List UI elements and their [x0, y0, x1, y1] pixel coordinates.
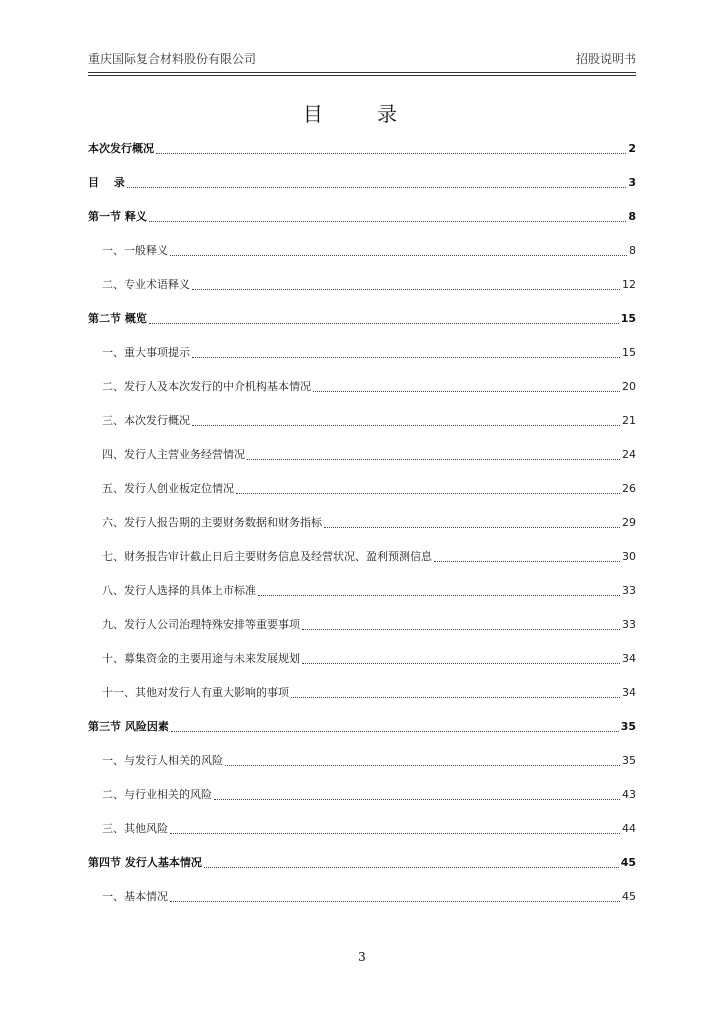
toc-entry-page: 33 [622, 584, 636, 597]
toc-entry[interactable] [88, 818, 636, 840]
toc-entry-page: 30 [622, 550, 636, 563]
toc-entry-label: 三、其他风险 [102, 822, 168, 835]
toc-entry-page: 34 [622, 686, 636, 699]
toc-leader-dots [170, 900, 620, 902]
toc-entry-label: 十一、其他对发行人有重大影响的事项 [102, 686, 289, 699]
toc-entry-label: 五、发行人创业板定位情况 [102, 482, 234, 495]
toc-entry[interactable] [88, 172, 636, 194]
toc-leader-dots [291, 696, 620, 698]
toc-entry[interactable] [88, 444, 636, 466]
toc-entry-label: 本次发行概况 [88, 142, 154, 155]
toc-entry-label: 第一节 释义 [88, 210, 147, 223]
toc-entry-label: 六、发行人报告期的主要财务数据和财务指标 [102, 516, 322, 529]
toc-entry-label: 目 录 [88, 176, 125, 189]
toc-leader-dots [313, 390, 620, 392]
toc-entry-label: 九、发行人公司治理特殊安排等重要事项 [102, 618, 300, 631]
toc-leader-dots [149, 322, 619, 324]
toc-entry[interactable] [88, 410, 636, 432]
toc-entry[interactable] [88, 274, 636, 296]
toc-entry-page: 21 [622, 414, 636, 427]
toc-entry[interactable] [88, 138, 636, 160]
toc-entry-page: 45 [620, 856, 636, 869]
toc-leader-dots [225, 764, 620, 766]
toc-entry-label: 二、发行人及本次发行的中介机构基本情况 [102, 380, 311, 393]
toc-entry-label: 第三节 风险因素 [88, 720, 169, 733]
toc-leader-dots [247, 458, 620, 460]
toc-entry-page: 3 [628, 176, 636, 189]
toc-leader-dots [434, 560, 620, 562]
toc-entry[interactable] [88, 852, 636, 874]
toc-entry-page: 34 [622, 652, 636, 665]
toc-entry-label: 第四节 发行人基本情况 [88, 856, 202, 869]
toc-entry[interactable] [88, 546, 636, 568]
toc-leader-dots [170, 832, 620, 834]
toc-leader-dots [171, 730, 619, 732]
toc-entry-label: 二、专业术语释义 [102, 278, 190, 291]
toc-leader-dots [302, 662, 620, 664]
toc-leader-dots [127, 186, 627, 188]
toc-entry-page: 15 [622, 346, 636, 359]
toc-leader-dots [170, 254, 627, 256]
toc-entry-label: 二、与行业相关的风险 [102, 788, 212, 801]
toc-entry[interactable] [88, 512, 636, 534]
page-header [88, 50, 636, 70]
header-company: 重庆国际复合材料股份有限公司 [88, 52, 257, 66]
toc-entry-page: 35 [620, 720, 636, 733]
toc-leader-dots [192, 288, 620, 290]
toc-entry-page: 8 [629, 244, 636, 257]
toc-leader-dots [192, 356, 620, 358]
toc-entry[interactable] [88, 308, 636, 330]
toc-leader-dots [192, 424, 620, 426]
toc-entry-page: 2 [628, 142, 636, 155]
toc-entry[interactable] [88, 580, 636, 602]
toc-entry[interactable] [88, 648, 636, 670]
toc-entry-page: 12 [622, 278, 636, 291]
toc-entry[interactable] [88, 682, 636, 704]
toc-entry-page: 33 [622, 618, 636, 631]
toc-entry[interactable] [88, 376, 636, 398]
toc-leader-dots [149, 220, 627, 222]
header-rule [88, 72, 636, 76]
toc-entry-label: 第二节 概览 [88, 312, 147, 325]
toc-entry-page: 26 [622, 482, 636, 495]
toc-entry[interactable] [88, 886, 636, 908]
toc-entry-page: 24 [622, 448, 636, 461]
page-title: 目 录 [302, 102, 422, 126]
toc-entry-page: 43 [622, 788, 636, 801]
toc-entry-label: 三、本次发行概况 [102, 414, 190, 427]
toc-leader-dots [204, 866, 619, 868]
toc-entry[interactable] [88, 342, 636, 364]
toc-leader-dots [324, 526, 620, 528]
toc-entry-label: 七、财务报告审计截止日后主要财务信息及经营状况、盈利预测信息 [102, 550, 432, 563]
toc-leader-dots [214, 798, 620, 800]
toc-entry-page: 20 [622, 380, 636, 393]
toc-entry[interactable] [88, 750, 636, 772]
toc-entry-page: 8 [628, 210, 636, 223]
toc-entry[interactable] [88, 478, 636, 500]
toc-leader-dots [236, 492, 620, 494]
toc-entry[interactable] [88, 614, 636, 636]
toc-entry-page: 29 [622, 516, 636, 529]
toc-leader-dots [156, 152, 626, 154]
toc-entry[interactable] [88, 716, 636, 738]
toc-entry[interactable] [88, 784, 636, 806]
toc-entry-page: 44 [622, 822, 636, 835]
toc-entry-label: 八、发行人选择的具体上市标准 [102, 584, 256, 597]
toc-entry[interactable] [88, 240, 636, 262]
toc-entry-label: 四、发行人主营业务经营情况 [102, 448, 245, 461]
toc-entry-label: 一、重大事项提示 [102, 346, 190, 359]
page-number: 3 [358, 950, 366, 964]
toc-entry-page: 35 [622, 754, 636, 767]
toc-entry-page: 15 [620, 312, 636, 325]
toc-entry-label: 一、基本情况 [102, 890, 168, 903]
header-doc-type: 招股说明书 [575, 52, 636, 66]
toc-entry-label: 十、募集资金的主要用途与未来发展规划 [102, 652, 300, 665]
toc-leader-dots [258, 594, 620, 596]
toc-entry-page: 45 [622, 890, 636, 903]
toc-entry-label: 一、与发行人相关的风险 [102, 754, 223, 767]
toc-entry[interactable] [88, 206, 636, 228]
toc-entry-label: 一、一般释义 [102, 244, 168, 257]
toc-leader-dots [302, 628, 620, 630]
